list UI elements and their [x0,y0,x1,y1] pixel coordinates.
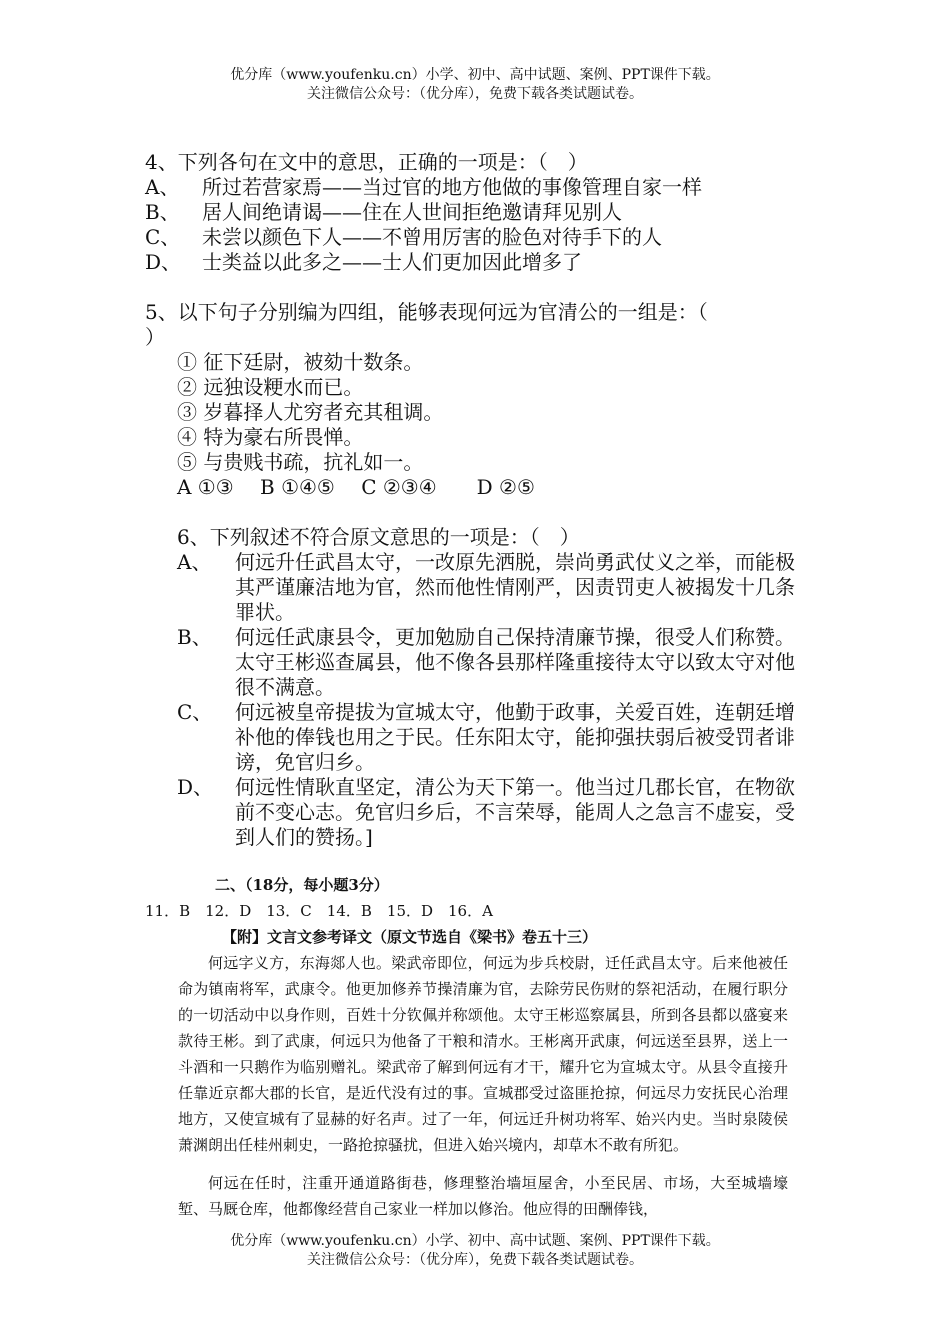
footer-line-1: 优分库（www.youfenku.cn）小学、初中、高中试题、案例、PPT课件下载。 [230,1233,720,1249]
page-header [0,66,950,104]
q5-item-3: ③ 岁暮择人尤穷者充其租调。 [177,400,444,424]
q4-stem: 4、下列各句在文中的意思，正确的一项是：（ ） [145,150,588,174]
q5-item-5: ⑤ 与贵贱书疏，抗礼如一。 [177,450,424,474]
q6-option-d-text: 何远性情耿直坚定，清公为天下第一。他当过几郡长官，在物欲前不变心志。免官归乡后，不言荣辱，能周人之急言不虚妄，受到人们的赞扬。] [235,775,795,849]
q5-answer-choices: A ①③ B ①④⑤ C ②③④ D ②⑤ [177,475,535,499]
appendix-title: 【附】文言文参考译文（原文节选自《梁书》卷五十三） [222,928,598,946]
q5-stem-cont: ） [145,325,165,349]
q6-stem: 6、下列叙述不符合原文意思的一项是：（ ） [177,525,580,549]
section-2-title: 二、（18分，每小题3分） [215,876,389,894]
q5-stem: 5、以下句子分别编为四组，能够表现何远为官清公的一组是：（ [145,300,708,324]
footer-line-2: 关注微信公众号：（优分库），免费下载各类试题试卷。 [307,1252,643,1268]
q4-option-d-label: D、 [145,250,182,274]
section-2-answers: 11．B 12．D 13．C 14．B 15．D 16．A [145,902,493,920]
page-footer [0,1232,950,1270]
q6-option-a [177,550,809,625]
header-line-1: 优分库（www.youfenku.cn）小学、初中、高中试题、案例、PPT课件下载。 [230,67,720,83]
q4-option-c-text: 未尝以颜色下人——不曾用厉害的脸色对待手下的人 [202,225,662,249]
q6-option-b-label: B、 [177,625,212,649]
q6-option-c [177,700,809,775]
q5-item-1: ① 征下廷尉，被劾十数条。 [177,350,424,374]
translation-paragraph-1: 何远字义方，东海郯人也。梁武帝即位，何远为步兵校尉，迁任武昌太守。后来他被任命为镇南将军，武康令。他更加修养节操清廉为官，去除劳民伤财的祭祀活动，在履行职分的一切活动中以身作则，百姓十分钦佩并称颂他。太守王彬巡察属县，所到各县都以盛宴来款待王彬。到了武康，何远只为他备了干粮和清水。王彬离开武康，何远送至县界，送上一斗酒和一只鹅作为临别赠礼。梁武帝了解到何远有才干，耀升它为宣城太守。从县令直接升任靠近京都大郡的长官，是近代没有过的事。宣城郡受过盗匪抢掠，何远尽力安抚民心治理地方，又使宣城有了显赫的好名声。过了一年，何远迁升树功将军、始兴内史。当时泉陵侯萧渊朗出任桂州刺史，一路抢掠骚扰，但进入始兴境内，却草木不敢有所犯。 [178,954,788,1154]
q6-option-c-text: 何远被皇帝提拔为宣城太守，他勤于政事，关爱百姓，连朝廷增补他的俸钱也用之于民。任东阳太守，能抑强扶弱后被受罚者诽谤，免官归乡。 [235,700,795,774]
q4-option-d [145,250,805,275]
q6-option-d [177,775,809,850]
q6-option-d-label: D、 [177,775,214,799]
q4-option-c-label: C、 [145,225,181,249]
q4-option-d-text: 士类益以此多之——士人们更加因此增多了 [202,250,582,274]
q5-item-2: ② 远独设粳水而已。 [177,375,364,399]
q6-option-b [177,625,809,700]
q4-option-a [145,175,805,200]
q4-option-a-text: 所过若营家焉——当过官的地方他做的事像管理自家一样 [202,175,702,199]
q4-option-b-label: B、 [145,200,180,224]
q5-item-4: ④ 特为豪右所畏惮。 [177,425,364,449]
q4-option-b-text: 居人间绝请谒——住在人世间拒绝邀请拜见别人 [202,200,622,224]
q6-option-a-text: 何远升任武昌太守，一改原先洒脱，崇尚勇武仗义之举，而能极其严谨廉洁地为官，然而他性情刚严，因责罚吏人被揭发十几条罪状。 [235,550,795,624]
q4-option-b [145,200,805,225]
q4-option-c [145,225,805,250]
q6-option-c-label: C、 [177,700,213,724]
q6-option-b-text: 何远任武康县令，更加勉励自己保持清廉节操，很受人们称赞。太守王彬巡查属县，他不像各县那样隆重接待太守以致太守对他很不满意。 [235,625,795,699]
header-line-2: 关注微信公众号：（优分库），免费下载各类试题试卷。 [307,86,643,102]
q6-option-a-label: A、 [177,550,212,574]
q4-option-a-label: A、 [145,175,180,199]
translation-paragraph-2: 何远在任时，注重开通道路街巷，修理整治墙垣屋舍，小至民居、市场，大至城墙壕堑、马厩仓库，他都像经营自己家业一样加以修治。他应得的田酬俸钱， [178,1174,788,1218]
